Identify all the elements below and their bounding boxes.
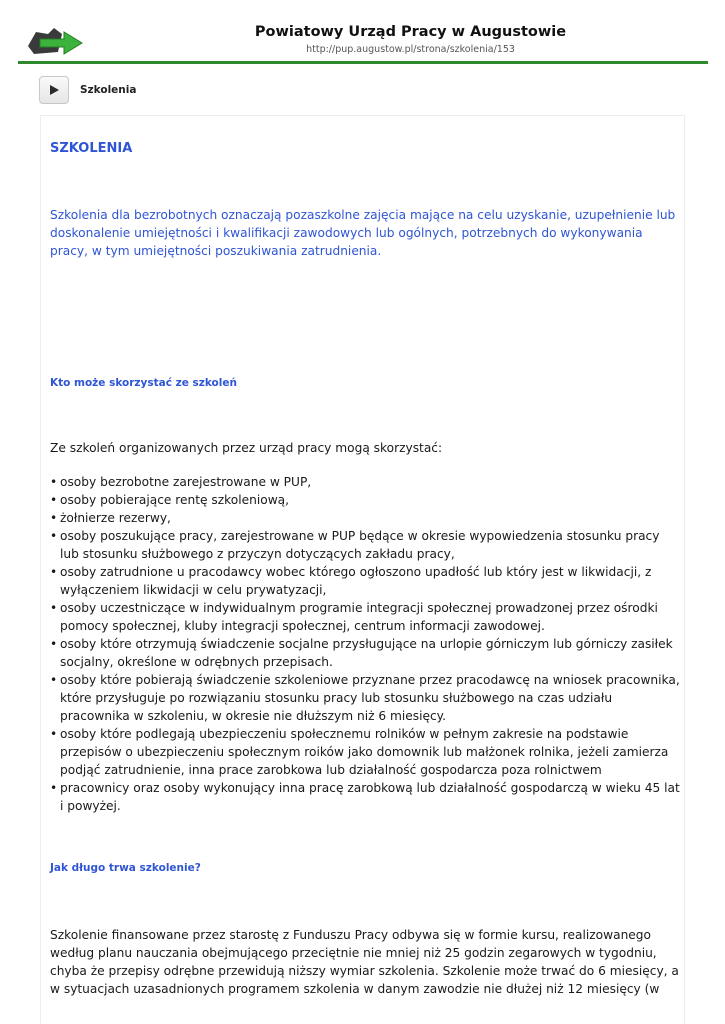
site-header <box>18 18 708 64</box>
breadcrumb-button[interactable] <box>39 76 69 104</box>
list-item: • osoby które pobierają świadczenie szkoleniowe przyznane przez pracodawcę na wniosek pracownika, które przysługuje po rozwiązaniu stosunku pracy lub stosunku służbowego na czas udziału pracownika w szkoleniu, w okresie nie dłuższym niż 6 miesięcy. <box>50 671 680 725</box>
play-arrow-icon <box>48 81 60 100</box>
list-item: • osoby zatrudnione u pracodawcy wobec którego ogłoszono upadłość lub który jest w likwidacji, z wyłączeniem likwidacji w celu prywatyzacji, <box>50 563 680 599</box>
list-item: • osoby które podlegają ubezpieczeniu społecznemu rolników w pełnym zakresie na podstawie przepisów o ubezpieczeniu społecznym roików jako domownik lub małżonek rolnika, jeżeli zamierza podjąć zatrudnienie, inna prace zarobkowa lub działalność gospodarcza poza rolnictwem <box>50 725 680 779</box>
list-item: • osoby pobierające rentę szkoleniową, <box>50 491 680 509</box>
eligibility-list <box>50 473 680 815</box>
list-item: • osoby bezrobotne zarejestrowane w PUP, <box>50 473 680 491</box>
list-item: • osoby uczestniczące w indywidualnym programie integracji społecznej prowadzonej przez ośrodki pomocy społecznej, kluby integracji społecznej, centrum informacji zawodowej. <box>50 599 680 635</box>
breadcrumb-label[interactable]: Szkolenia <box>80 84 137 96</box>
list-item: • pracownicy oraz osoby wykonujący inna pracę zarobkową lub działalność gospodarczą w wieku 45 lat i powyżej. <box>50 779 680 815</box>
duration-paragraph: Szkolenie finansowane przez starostę z Funduszu Pracy odbywa się w formie kursu, realizowanego według planu nauczania obejmującego przeciętnie nie mniej niż 25 godzin zegarowych w tygodniu, chyba że przepisy odrębne przewidują niższy wymiar szkolenia. Szkolenie może trwać do 6 miesięcy, a w sytuacjach uzasadnionych programem szkolenia w danym zawodzie nie dłużej niż 12 miesięcy (w <box>50 928 679 996</box>
list-item: • żołnierze rezerwy, <box>50 509 680 527</box>
list-item: • osoby poszukujące pracy, zarejestrowane w PUP będące w okresie wypowiedzenia stosunku pracy lub stosunku służbowego z przyczyn dotyczących zakładu pracy, <box>50 527 680 563</box>
page-title: SZKOLENIA <box>50 141 133 156</box>
intro-paragraph: Szkolenia dla bezrobotnych oznaczają pozaszkolne zajęcia mające na celu uzyskanie, uzupełnienie lub doskonalenie umiejętności i kwalifikacji zawodowych lub ogólnych, potrzebnych do wykonywania pracy, w tym umiejętności poszukiwania zatrudnienia. <box>50 208 676 258</box>
site-url[interactable]: http://pup.augustow.pl/strona/szkolenia/153 <box>306 44 515 55</box>
who-lead: Ze szkoleń organizowanych przez urząd pracy mogą skorzystać: <box>50 441 443 455</box>
who-heading: Kto może skorzystać ze szkoleń <box>50 377 237 389</box>
duration-heading: Jak długo trwa szkolenie? <box>50 862 201 874</box>
list-item: • osoby które otrzymują świadczenie socjalne przysługujące na urlopie górniczym lub górniczy zasiłek socjalny, określone w odrębnych przepisach. <box>50 635 680 671</box>
site-title: Powiatowy Urząd Pracy w Augustowie <box>254 24 567 40</box>
